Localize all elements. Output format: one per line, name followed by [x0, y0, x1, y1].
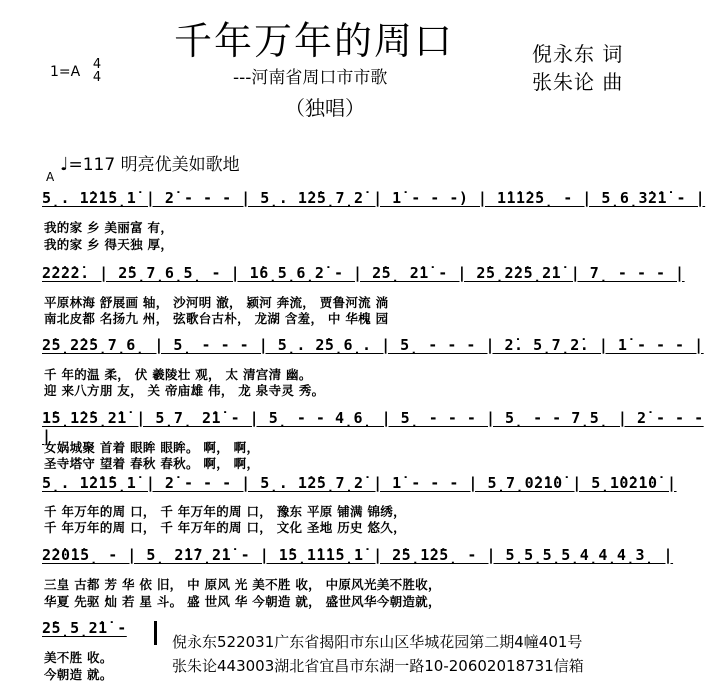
notation-line: 2̇2̇2̇2̇. | 2̇5̣7̣6̣5̣ - | 1̇6̣5̣6̣2̇ - | 2̇5̣ 2̇1̇ - | 2̇5̣2̇2̇5̣2̇1̇ | 7̣ - - - | — [42, 264, 685, 282]
lyric-line: 南北皮都 名扬九 州， 弦歌台古朴， 龙湖 含羞， 中 华槐 园 — [44, 311, 389, 326]
lyric-line: 千 年万年的周 口， 千 年万年的周 口， 豫东 平原 铺满 锦绣， — [44, 504, 406, 519]
notation-line: 1̇5̣1̇2̇5̣2̇1̇ | 5̣7̣ 2̇1̇ - | 5̣ - - 4̣6̣ | 5̣ - - - | 5̣ - - 7̣5̣ | 2̇ - - - | — [42, 409, 704, 445]
notation-line: 2̇5̣5̣2̇1̇ - — [42, 619, 127, 637]
quarter-note-icon: ♩ — [60, 154, 69, 175]
lyric-line: 千 年的温 柔， 伏 羲陵壮 观， 太 清宫清 幽。 — [44, 367, 312, 382]
contact-address-lyricist: 倪永东522031广东省揭阳市东山区华城花园第二期4幢401号 — [172, 633, 583, 651]
song-title: 千年万年的周口 — [174, 19, 455, 63]
key-signature: 1=A — [50, 64, 81, 80]
lyric-line: 美不胜 收。 — [44, 650, 113, 665]
rehearsal-mark: A — [46, 170, 55, 184]
composer-credit: 张朱论 曲 — [532, 70, 624, 94]
lyricist-credit: 倪永东 词 — [532, 42, 624, 66]
lyric-line: 三皇 古都 芳 华 依 旧， 中 原风 光 美不胜 收， 中原风光美不胜收， — [44, 577, 441, 592]
notation-line: 5̣. 1̇2̇1̇5̣1̇ | 2̇ - - - | 5̣. 1̇2̇5̣7̣2̇ | 1̇ - - - | 5̣7̣0̇2̇1̇0̇ | 5̣1̇0̇2̇1̇0̇ | — [42, 474, 677, 492]
notation-line: 5̣. 1̇2̇1̇5̣1̇ | 2̇ - - - | 5̣. 1̇2̇5̣7̣2̇ | 1̇ - - -) | 1̇1̇1̇2̇5̣ - | 5̣6̣3̇2̇1̇ - | — [42, 189, 706, 207]
lyric-line: 我的家 乡 得天独 厚， — [44, 237, 174, 252]
contact-address-composer: 张朱论443003湖北省宜昌市东湖一路10-20602018731信箱 — [172, 657, 584, 675]
notation-line: 2̇2̇0̇1̇5̣ - | 5̣ 2̇1̇7̣2̇1̇ - | 1̇5̣1̇1̇1̇5̣1̇ | 2̇5̣1̇2̇5̣ - | 5̣5̣5̣5̣4̣4̣4̣3̣ | — [42, 546, 674, 564]
lyric-line: 平原林海 舒展画 轴， 沙河明 澈， 颍河 奔流， 贾鲁河流 淌 — [44, 295, 389, 310]
performance-type: （独唱） — [285, 96, 365, 120]
lyric-line: 千 年万年的周 口， 千 年万年的周 口， 文化 圣地 历史 悠久， — [44, 520, 406, 535]
lyric-line: 我的家 乡 美丽富 有， — [44, 220, 174, 235]
lyric-line: 今朝造 就。 — [44, 667, 113, 682]
time-signature — [92, 58, 102, 84]
lyric-line: 圣寺塔守 望着 春秋 春秋。 啊， 啊， — [44, 456, 260, 471]
time-signature-top: 4 — [92, 57, 102, 72]
tempo-value: =117 — [68, 155, 116, 175]
time-signature-bottom: 4 — [92, 70, 102, 85]
final-barline — [154, 621, 157, 645]
notation-line: 2̇5̣2̇2̇5̣7̣6̣ | 5̣ - - - | 5̣. 2̇5̣6̣. | 5̣ - - - | 2̇. 5̣7̣2̇. | 1̇ - - - | — [42, 336, 704, 354]
song-subtitle: ---河南省周口市市歌 — [233, 68, 388, 88]
lyric-line: 女娲城聚 首着 眼眸 眼眸。 啊， 啊， — [44, 440, 260, 455]
lyric-line: 华夏 先驱 灿 若 星 斗。 盛 世风 华 今朝造 就， 盛世风华今朝造就， — [44, 594, 441, 609]
tempo-marking — [60, 150, 240, 175]
tempo-expression: 明亮优美如歌地 — [120, 155, 240, 175]
lyric-line: 迎 来八方朋 友， 关 帝庙雄 伟， 龙 泉寺灵 秀。 — [44, 383, 325, 398]
